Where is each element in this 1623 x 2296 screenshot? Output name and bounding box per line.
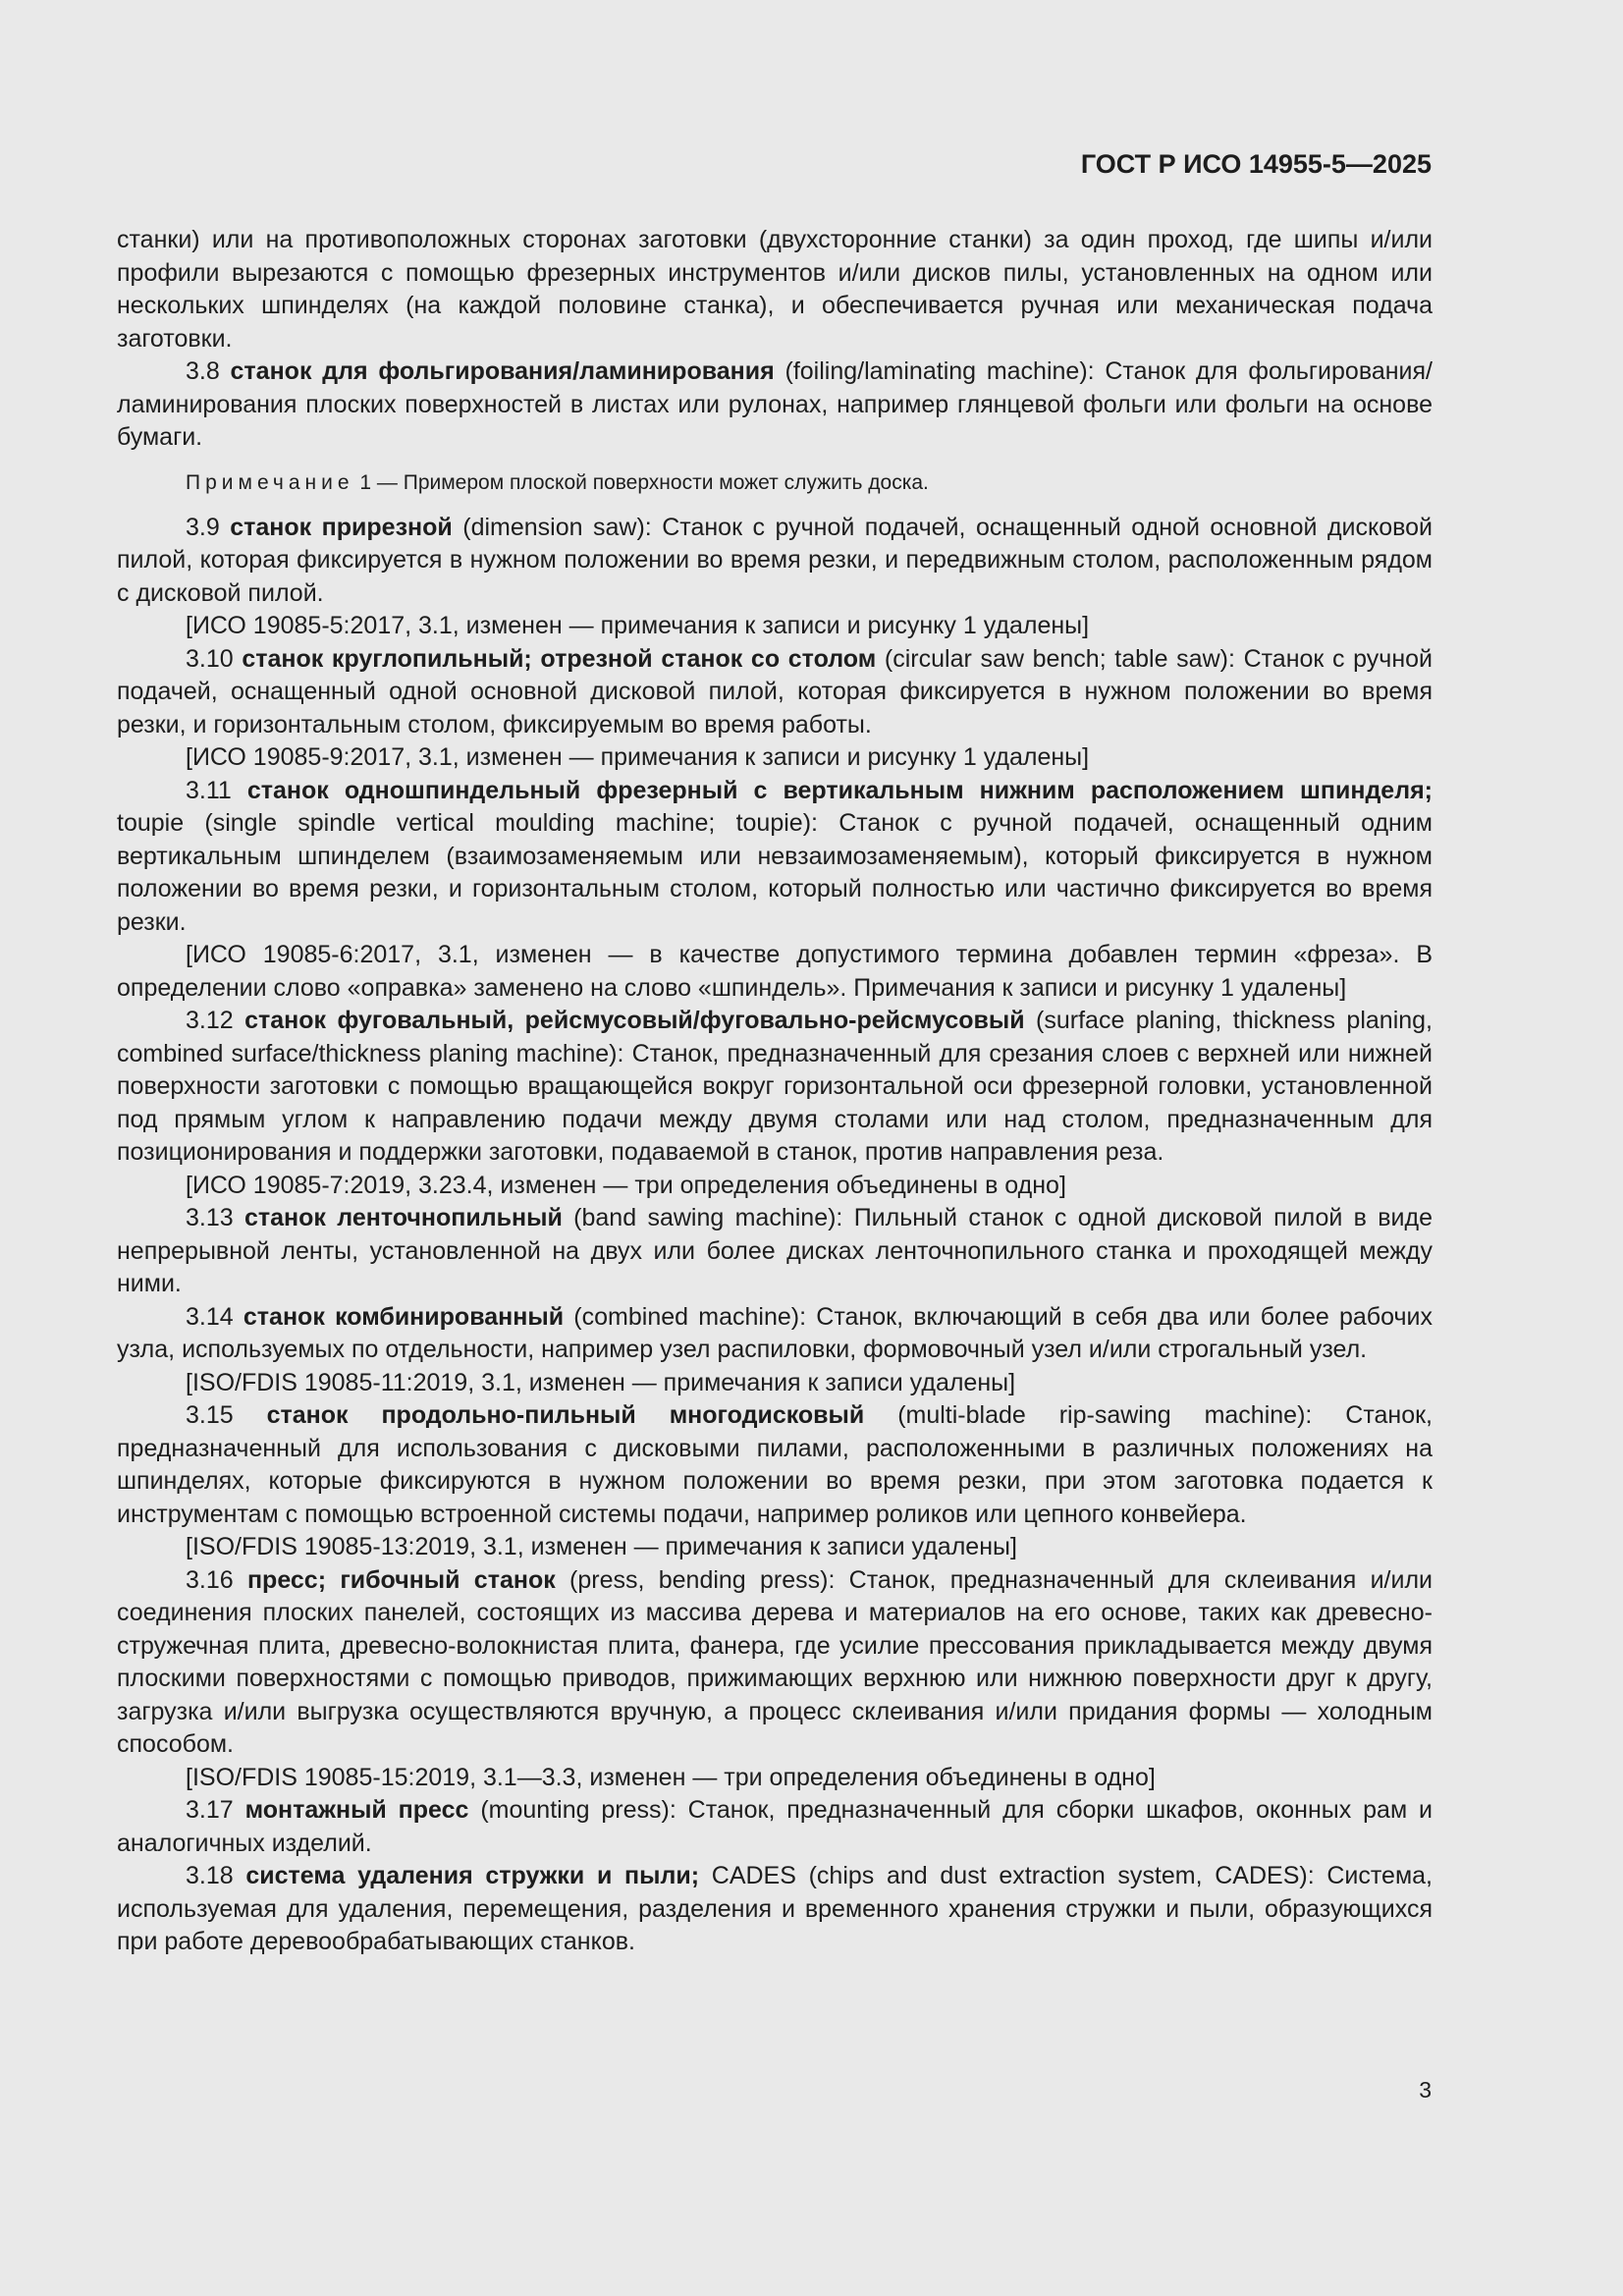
document-header: ГОСТ Р ИСО 14955-5—2025 bbox=[1080, 149, 1432, 179]
term-definition: (press, bending press): Станок, предназначенный для склеивания и/или соединения плоских панелей, состоящих из массива дерева и материалов на его основе, таких как древесно-стружечная плита, древесно-волокнистая плита, фанера, где усилие прессования прикладывается между двумя плоскими поверхностями с помощью приводов, прижимающих верхнюю или нижнюю поверхности друг к другу, загрузка и/или выгрузка осуществляются вручную, а процесс склеивания и/или придания формы — холодным способом. bbox=[117, 1565, 1433, 1758]
term-title: станок ленточнопильный bbox=[244, 1204, 563, 1231]
term-definition: (foiling/laminating machine): Станок для фольгирования/ламинирования плоских поверхностей в листах или рулонах, например глянцевой фольги или фольги на основе бумаги. bbox=[117, 357, 1433, 451]
term-3-9 bbox=[117, 512, 1433, 611]
term-number: 3.17 bbox=[186, 1796, 245, 1824]
term-number: 3.13 bbox=[186, 1204, 244, 1231]
term-title: станок для фольгирования/ламинирования bbox=[230, 357, 775, 385]
term-title: монтажный пресс bbox=[244, 1796, 469, 1824]
note-text: 1 — Примером плоской поверхности может служить доска. bbox=[353, 470, 929, 494]
term-3-8 bbox=[117, 355, 1433, 455]
term-3-18 bbox=[117, 1860, 1433, 1959]
term-definition: (multi-blade rip-sawing machine): Станок, предназначенный для использования с дисковыми пилами, расположенными в различных положениях на шпинделях, которые фиксируются в нужном положении во время резки, при этом заготовка подается к инструментам с помощью встроенной системы подачи, например роликов или цепного конвейера. bbox=[117, 1401, 1433, 1528]
term-3-15 bbox=[117, 1399, 1433, 1531]
source-reference: [ISO/FDIS 19085-13:2019, 3.1, изменен — примечания к записи удалены] bbox=[186, 1533, 1017, 1560]
term-number: 3.11 bbox=[186, 776, 247, 804]
term-definition: (combined machine): Станок, включающий в себя два или более рабочих узла, используемых по отдельности, например узел распиловки, формовочный узел и/или строгальный узел. bbox=[117, 1302, 1433, 1363]
term-definition: (mounting press): Станок, предназначенный для сборки шкафов, оконных рам и аналогичных изделий. bbox=[117, 1796, 1433, 1857]
document-body bbox=[117, 224, 1433, 1959]
term-3-12 bbox=[117, 1005, 1433, 1170]
source-reference: [ISO/FDIS 19085-11:2019, 3.1, изменен — примечания к записи удалены] bbox=[186, 1368, 1016, 1396]
term-title: станок фуговальный, рейсмусовый/фуговально-рейсмусовый bbox=[244, 1007, 1025, 1034]
term-number: 3.9 bbox=[186, 513, 231, 541]
term-number: 3.16 bbox=[186, 1565, 247, 1594]
term-definition: CADES (chips and dust extraction system, CADES): Система, используемая для удаления, перемещения, разделения и временного хранения стружки и пыли, образующихся при работе деревообрабатывающих станков. bbox=[117, 1862, 1433, 1955]
term-title: станок круглопильный; отрезной станок со столом bbox=[242, 644, 877, 673]
page-number: 3 bbox=[1419, 2077, 1432, 2103]
term-number: 3.14 bbox=[186, 1302, 243, 1331]
term-3-17 bbox=[117, 1794, 1433, 1860]
term-3-10 bbox=[117, 643, 1433, 742]
term-definition: (circular saw bench; table saw): Станок с ручной подачей, оснащенный одной основной дисковой пилой, которая фиксируется в нужном положении во время резки, и горизонтальным столом, фиксируемым во время работы. bbox=[117, 644, 1434, 738]
term-3-11 bbox=[117, 775, 1433, 940]
note-1 bbox=[186, 468, 1433, 498]
term-number: 3.12 bbox=[186, 1007, 245, 1034]
source-reference: [ISO/FDIS 19085-15:2019, 3.1—3.3, изменен — три определения объединены в одно] bbox=[186, 1763, 1156, 1791]
term-3-13 bbox=[117, 1202, 1433, 1301]
term-title: пресс; гибочный станок bbox=[246, 1565, 556, 1594]
term-number: 3.18 bbox=[186, 1862, 246, 1889]
source-reference: [ИСО 19085-9:2017, 3.1, изменен — примечания к записи и рисунку 1 удалены] bbox=[186, 743, 1090, 771]
term-definition: (dimension saw): Станок с ручной подачей, оснащенный одной основной дисковой пилой, которая фиксируется в нужном положении во время резки, и передвижным столом, расположенным рядом с дисковой пилой. bbox=[117, 513, 1433, 607]
term-number: 3.10 bbox=[186, 644, 243, 673]
source-reference: [ИСО 19085-7:2019, 3.23.4, изменен — три определения объединены в одно] bbox=[186, 1171, 1066, 1199]
term-3-16 bbox=[117, 1564, 1433, 1762]
intro-paragraph: станки) или на противоположных сторонах заготовки (двухсторонние станки) за один проход, где шипы и/или профили вырезаются с помощью фрезерных инструментов и/или дисков пилы, установленных на одном или нескольких шпинделях (на каждой половине станка), и обеспечивается ручная или механическая подача заготовки. bbox=[117, 226, 1433, 353]
term-definition: (surface planing, thickness planing, combined surface/thickness planing machine): Станок, предназначенный для срезания слоев с верхней или нижней поверхности заготовки с помощью вращающейся вокруг горизонтальной оси фрезерной головки, установленной под прямым углом к направлению подачи между двумя столами или над столом, предназначенным для позиционирования и поддержки заготовки, подаваемой в станок, против направления реза. bbox=[117, 1007, 1433, 1166]
term-definition: (band sawing machine): Пильный станок с одной дисковой пилой в виде непрерывной ленты, установленной на двух или более дисках ленточнопильного станка и проходящей между ними. bbox=[117, 1204, 1434, 1297]
source-reference: [ИСО 19085-6:2017, 3.1, изменен — в качестве допустимого термина добавлен термин «фреза». В определении слово «оправка» заменено на слово «шпиндель». Примечания к записи и рисунку 1 удалены] bbox=[117, 941, 1433, 1002]
term-title: станок комбинированный bbox=[243, 1302, 565, 1331]
term-3-14 bbox=[117, 1301, 1433, 1367]
source-reference: [ИСО 19085-5:2017, 3.1, изменен — примечания к записи и рисунку 1 удалены] bbox=[186, 612, 1090, 639]
term-definition: toupie (single spindle vertical moulding machine; toupie): Станок с ручной подачей, оснащенный одним вертикальным шпинделем (взаимозаменяемым или невзаимозаменяемым), который фиксируется в нужном положении во время резки, и горизонтальным столом, который полностью или частично фиксируется во время резки. bbox=[117, 809, 1433, 936]
term-number: 3.15 bbox=[186, 1401, 267, 1429]
term-title: станок одношпиндельный фрезерный с вертикальным нижним расположением шпинделя; bbox=[246, 776, 1434, 804]
term-title: система удаления стружки и пыли; bbox=[245, 1862, 700, 1889]
term-title: станок продольно-пильный многодисковый bbox=[266, 1401, 865, 1429]
term-number: 3.8 bbox=[186, 357, 231, 385]
term-title: станок прирезной bbox=[230, 513, 453, 541]
note-label: Примечание bbox=[186, 470, 354, 494]
